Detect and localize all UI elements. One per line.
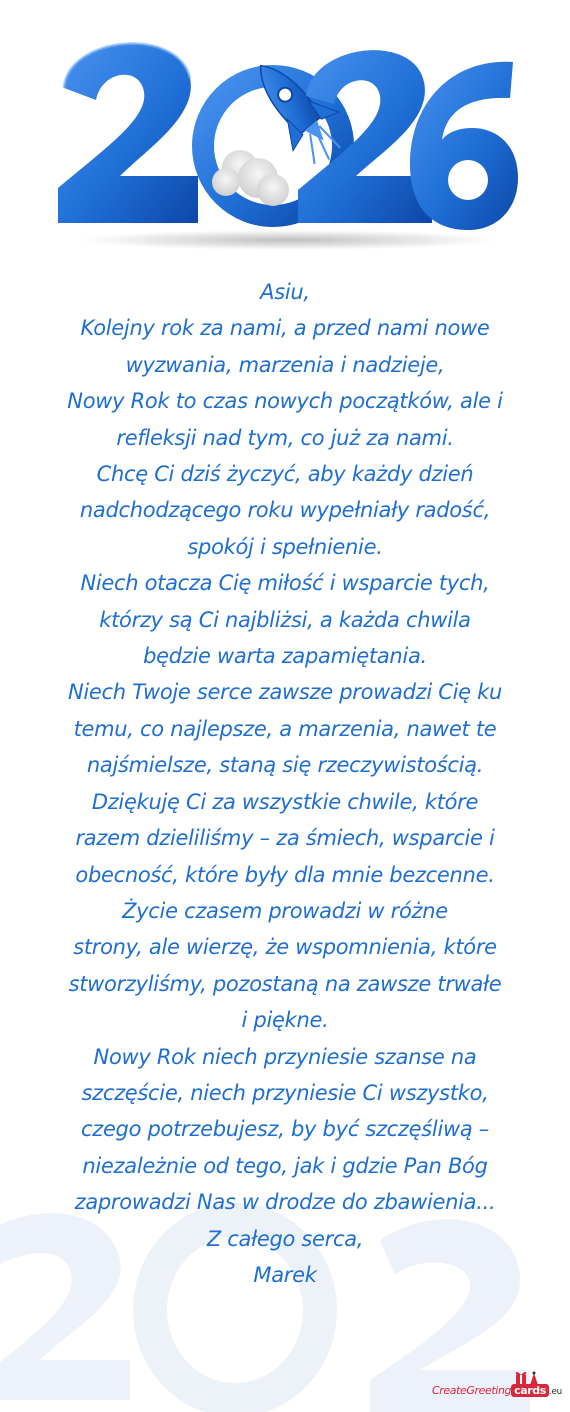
message-line: Nowy Rok niech przyniesie szanse na bbox=[93, 1044, 477, 1069]
message-line: Marek bbox=[253, 1262, 317, 1287]
message-line: niezależnie od tego, jak i gdzie Pan Bóg bbox=[82, 1153, 488, 1178]
message-line: Kolejny rok za nami, a przed nami nowe bbox=[80, 316, 490, 341]
message-line: Chcę Ci dziś życzyć, aby każdy dzień bbox=[96, 462, 474, 487]
message-line: obecność, które były dla mnie bezcenne. bbox=[75, 862, 495, 887]
message-line: Życie czasem prowadzi w różne bbox=[122, 898, 448, 923]
message-line: nadchodzącego roku wypełniały radość, bbox=[79, 498, 491, 523]
message-line: Dziękuję Ci za wszystkie chwile, które bbox=[91, 789, 479, 814]
message-line: razem dzieliliśmy – za śmiech, wsparcie i bbox=[75, 826, 495, 851]
message-line: temu, co najlepsze, a marzenia, nawet te bbox=[73, 716, 497, 741]
message-line: najśmielsze, staną się rzeczywistością. bbox=[86, 753, 484, 778]
message-line: Z całego serca, bbox=[206, 1226, 364, 1251]
message-line: zaprowadzi Nas w drodze do zbawienia... bbox=[74, 1190, 496, 1215]
message-line: Niech Twoje serce zawsze prowadzi Cię ku bbox=[67, 680, 503, 705]
createGreetingCards-logo bbox=[432, 1370, 566, 1404]
message-line: Asiu, bbox=[260, 280, 310, 304]
year-2026-logo bbox=[58, 18, 518, 270]
greeting-message bbox=[10, 274, 560, 1293]
message-line: którzy są Ci najbliżsi, a każda chwila bbox=[99, 607, 471, 632]
message-line: będzie warta zapamiętania. bbox=[143, 644, 427, 669]
brand-text bbox=[432, 1384, 562, 1397]
message-line: Nowy Rok to czas nowych początków, ale i bbox=[67, 389, 503, 414]
digit-6 bbox=[410, 62, 518, 230]
message-line: refleksji nad tym, co już za nami. bbox=[116, 425, 454, 450]
message-line: szczęście, niech przyniesie Ci wszystko, bbox=[81, 1080, 489, 1105]
brand-highlight: cards bbox=[511, 1384, 549, 1397]
message-line: spokój i spełnienie. bbox=[187, 534, 383, 559]
message-line: strony, ale wierzę, że wspomnienia, które bbox=[73, 935, 497, 960]
message-line: wyzwania, marzenia i nadzieje, bbox=[125, 352, 445, 377]
message-line: i piękne. bbox=[241, 1008, 329, 1033]
brand-prefix: CreateGreeting bbox=[432, 1384, 512, 1397]
digit-2-left bbox=[58, 44, 198, 223]
message-line: czego potrzebujesz, by być szczęśliwą – bbox=[80, 1117, 490, 1142]
message-line: Niech otacza Cię miłość i wsparcie tych, bbox=[80, 571, 490, 596]
message-line: stworzyliśmy, pozostaną na zawsze trwałe bbox=[68, 971, 502, 996]
brand-suffix: .eu bbox=[548, 1387, 562, 1397]
